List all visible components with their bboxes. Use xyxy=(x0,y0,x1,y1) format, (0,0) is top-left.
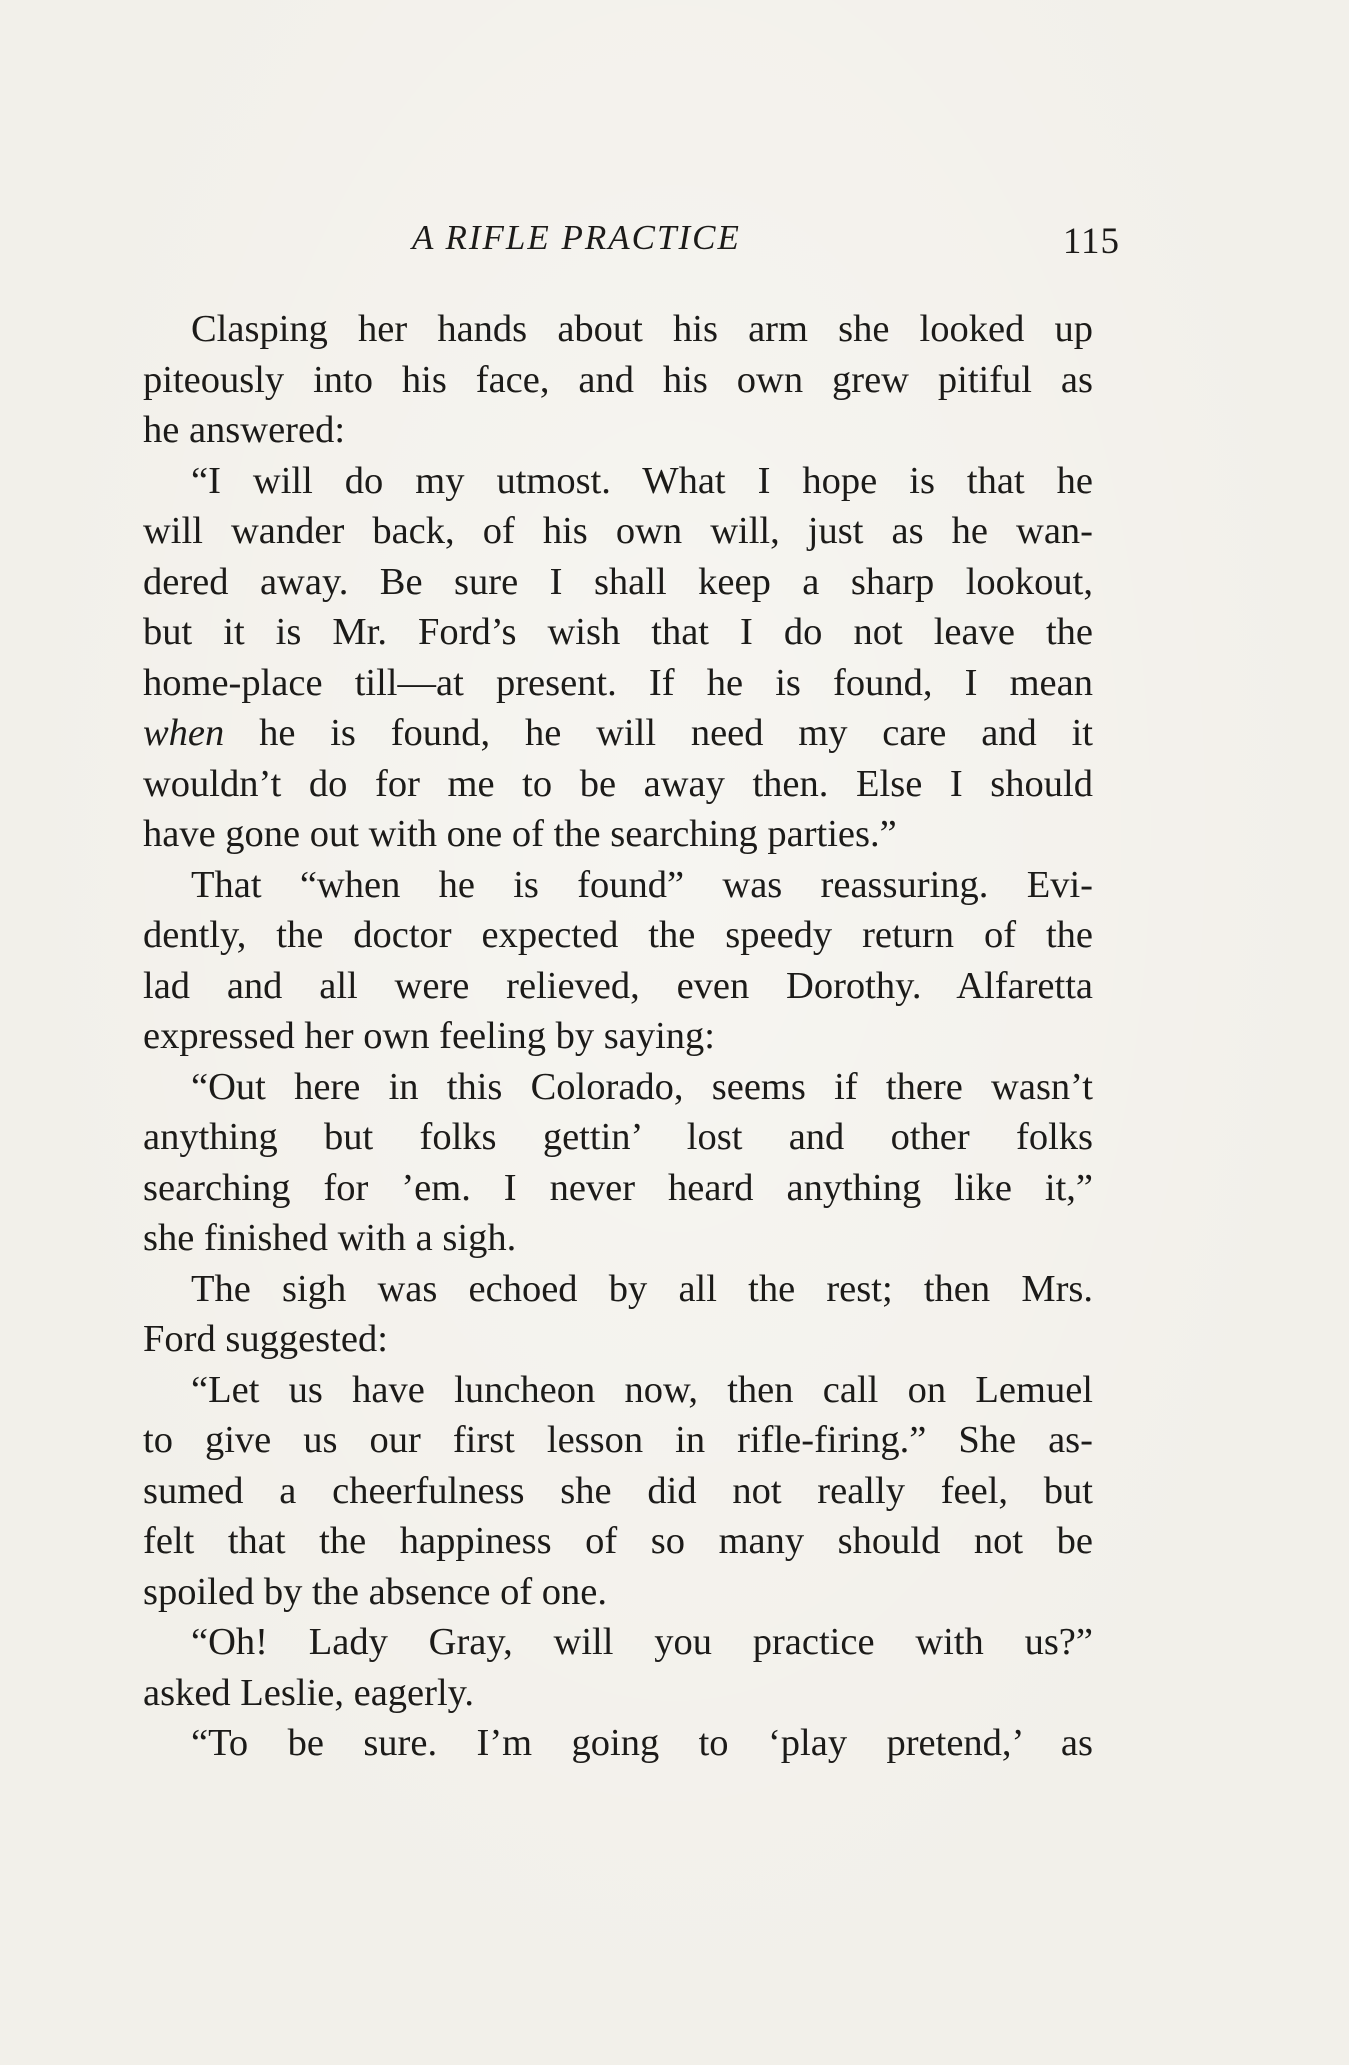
text-line: he answered: xyxy=(143,409,346,451)
body-text xyxy=(143,304,1093,1769)
text-line: lad and all were relieved, even Dorothy. Alfaretta xyxy=(143,964,1093,1007)
text-line: sumed a cheerfulness she did not really feel, but xyxy=(143,1469,1093,1512)
text-line: dently, the doctor expected the speedy return of the xyxy=(143,914,1093,956)
text-line: piteously into his face, and his own grew pitiful as xyxy=(143,358,1093,401)
text-line: dered away. Be sure I shall keep a sharp lookout, xyxy=(143,560,1093,603)
text-line: have gone out with one of the searching parties.” xyxy=(143,813,897,855)
page-number: 115 xyxy=(1062,221,1120,262)
running-title: A RIFLE PRACTICE xyxy=(412,218,741,257)
text-line: searching for ’em. I never heard anything like it,” xyxy=(143,1166,1093,1209)
text-line: anything but folks gettin’ lost and other folks xyxy=(143,1116,1093,1158)
text-line: when he is found, he will need my care and it xyxy=(143,712,1093,754)
text-line: will wander back, of his own will, just as he wan- xyxy=(143,510,1093,552)
text-line: spoiled by the absence of one. xyxy=(143,1570,607,1613)
text-line: but it is Mr. Ford’s wish that I do not leave the xyxy=(143,611,1093,653)
text-line: she finished with a sigh. xyxy=(143,1217,517,1259)
page-header xyxy=(140,218,1120,268)
text-line: expressed her own feeling by saying: xyxy=(143,1015,715,1057)
text-line: “To be sure. I’m going to ‘play pretend,’ as xyxy=(191,1722,1093,1764)
text-line: to give us our first lesson in rifle-firing.” She as- xyxy=(143,1419,1093,1461)
text-line: The sigh was echoed by all the rest; then Mrs. xyxy=(191,1267,1093,1310)
text-line: Clasping her hands about his arm she looked up xyxy=(191,308,1093,350)
text-line: “Oh! Lady Gray, will you practice with us?” xyxy=(191,1621,1093,1663)
text-line: “Out here in this Colorado, seems if there wasn’t xyxy=(191,1065,1093,1108)
text-line: home-place till—at present. If he is found, I mean xyxy=(143,661,1093,704)
text-line: asked Leslie, eagerly. xyxy=(143,1671,475,1714)
text-line: felt that the happiness of so many should not be xyxy=(143,1520,1093,1562)
text-line: “Let us have luncheon now, then call on Lemuel xyxy=(191,1368,1093,1411)
text-line: “I will do my utmost. What I hope is that he xyxy=(191,459,1093,502)
text-line: wouldn’t do for me to be away then. Else I should xyxy=(143,762,1093,805)
text-line: Ford suggested: xyxy=(143,1318,388,1360)
text-line: That “when he is found” was reassuring. Evi- xyxy=(191,863,1093,906)
